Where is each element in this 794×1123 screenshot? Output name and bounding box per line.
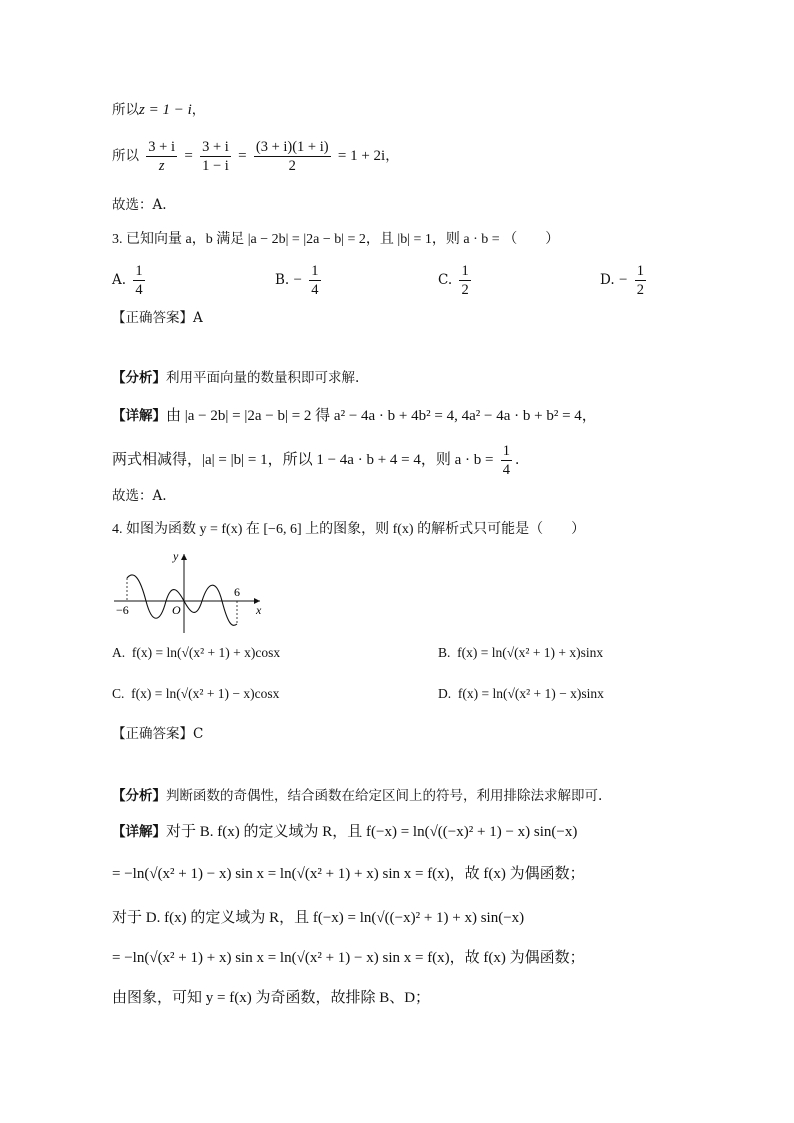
- option-label: C.: [112, 686, 125, 701]
- fraction-1: [146, 138, 177, 175]
- conclusion-line-1: [112, 100, 205, 120]
- fraction-numerator: 3 + i: [148, 139, 176, 155]
- detail-end: .: [515, 452, 520, 468]
- q4-detail-4: = −ln(√(x² + 1) + x) sin x = ln(√(x² + 1) − x) sin x = f(x)，故 f(x) 为偶函数；: [112, 950, 585, 966]
- math-tail: = 1 + 2i: [337, 148, 386, 164]
- q3-answer: 【正确答案】A: [112, 310, 203, 326]
- question-3-stem: 3. 已知向量 a，b 满足 |a − 2b| = |2a − b| = 2，且 |b| = 1，则 a · b = （ ）: [112, 232, 560, 247]
- option-label: B.: [438, 645, 451, 660]
- option-label: A.: [112, 645, 126, 660]
- fraction-denominator: 2: [461, 282, 469, 298]
- option-fraction: [309, 262, 320, 299]
- option-expression: f(x) = ln(√(x² + 1) + x)sinx: [457, 645, 604, 660]
- q4-detail-1: [112, 822, 577, 842]
- q4-option-a: [112, 645, 280, 661]
- conclusion-line-2: [112, 136, 399, 176]
- q3-detail-1: [112, 406, 597, 426]
- y-axis-label: y: [173, 549, 179, 563]
- function-graph: [110, 548, 270, 638]
- q4-option-d: [438, 686, 604, 702]
- line-prefix: 所以: [112, 148, 139, 164]
- option-label: A.: [112, 272, 127, 288]
- detail-text: 由 |a − 2b| = |2a − b| = 2 得 a² − 4a · b + 4b² = 4, 4a² − 4a · b + b² = 4，: [166, 408, 597, 424]
- equals-sign: =: [184, 148, 193, 164]
- option-label: D.: [600, 272, 615, 288]
- option-label: B.: [275, 272, 290, 288]
- fraction-numerator: 1: [636, 263, 644, 279]
- pos6-tick-label: 6: [234, 585, 240, 599]
- analysis-text: 利用平面向量的数量积即可求解.: [166, 370, 360, 386]
- fraction-numerator: 1: [135, 263, 143, 279]
- question-4-stem: 4. 如图为函数 y = f(x) 在 [−6, 6] 上的图象，则 f(x) 的解析式只可能是（ ）: [112, 522, 586, 537]
- origin-label: O: [172, 603, 181, 617]
- y-axis-arrow: [181, 554, 187, 560]
- option-sign: −: [618, 272, 628, 288]
- option-fraction: [459, 262, 470, 299]
- fraction-numerator: 1: [311, 263, 319, 279]
- fraction-denominator: 2: [636, 282, 644, 298]
- option-sign: −: [293, 272, 302, 288]
- detail-text: 两式相减得，|a| = |b| = 1，所以 1 − 4a · b + 4 = 4，则 a · b =: [112, 452, 494, 468]
- option-expression: f(x) = ln(√(x² + 1) + x)cosx: [131, 645, 281, 660]
- fraction-2: [200, 138, 231, 175]
- q3-option-c: [438, 262, 474, 299]
- neg6-tick-label: −6: [116, 603, 129, 617]
- x-axis-label: x: [256, 603, 262, 617]
- q3-detail-2: [112, 440, 519, 480]
- option-fraction: [635, 262, 646, 299]
- option-fraction: [133, 262, 144, 299]
- q4-detail-3: 对于 D. f(x) 的定义域为 R，且 f(−x) = ln(√((−x)² + 1) + x) sin(−x): [112, 910, 525, 926]
- q3-option-d: [600, 262, 649, 299]
- fraction-denominator: 1 − i: [202, 158, 229, 174]
- line-suffix: ，: [385, 148, 399, 164]
- q4-answer: 【正确答案】C: [112, 726, 204, 742]
- detail-fraction: [501, 442, 512, 479]
- fraction-denominator: z: [158, 158, 165, 174]
- q4-detail-5: 由图象，可知 y = f(x) 为奇函数，故排除 B、D；: [112, 990, 431, 1006]
- fraction-numerator: 1: [502, 443, 511, 459]
- function-curve: [127, 575, 237, 625]
- option-expression: f(x) = ln(√(x² + 1) − x)cosx: [131, 686, 280, 701]
- q4-option-b: [438, 645, 603, 661]
- fraction-denominator: 4: [135, 282, 143, 298]
- line-prefix: 所以: [112, 102, 139, 118]
- q4-option-c: [112, 686, 279, 702]
- q3-option-b: [275, 262, 324, 299]
- fraction-denominator: 4: [502, 462, 511, 478]
- q4-detail-2: = −ln(√(x² + 1) − x) sin x = ln(√(x² + 1) + x) sin x = f(x)，故 f(x) 为偶函数；: [112, 866, 585, 882]
- analysis-tag: 【分析】: [112, 788, 166, 804]
- q3-analysis: [112, 368, 359, 388]
- fraction-numerator: 1: [461, 263, 469, 279]
- analysis-tag: 【分析】: [112, 370, 166, 386]
- fraction-3: [254, 138, 331, 175]
- detail-text: 对于 B. f(x) 的定义域为 R，且 f(−x) = ln(√((−x)² + 1) − x) sin(−x): [166, 824, 578, 840]
- q3-conclusion: 故选：A.: [112, 488, 167, 504]
- fraction-denominator: 2: [288, 158, 296, 174]
- line-suffix: ，: [191, 102, 206, 118]
- fraction-denominator: 4: [311, 282, 319, 298]
- fraction-numerator: (3 + i)(1 + i): [255, 139, 329, 155]
- q4-analysis: [112, 786, 602, 806]
- fraction-numerator: 3 + i: [202, 139, 229, 155]
- q3-option-a: [112, 262, 148, 299]
- option-label: C.: [438, 272, 453, 288]
- detail-tag: 【详解】: [112, 408, 166, 424]
- analysis-text: 判断函数的奇偶性，结合函数在给定区间上的符号，利用排除法求解即可.: [166, 788, 603, 804]
- option-label: D.: [438, 686, 452, 701]
- equals-sign: =: [238, 148, 247, 164]
- math-expression: z = 1 − i: [139, 102, 192, 118]
- choose-answer-line: 故选：A.: [112, 197, 167, 213]
- option-expression: f(x) = ln(√(x² + 1) − x)sinx: [457, 686, 604, 701]
- detail-tag: 【详解】: [112, 824, 166, 840]
